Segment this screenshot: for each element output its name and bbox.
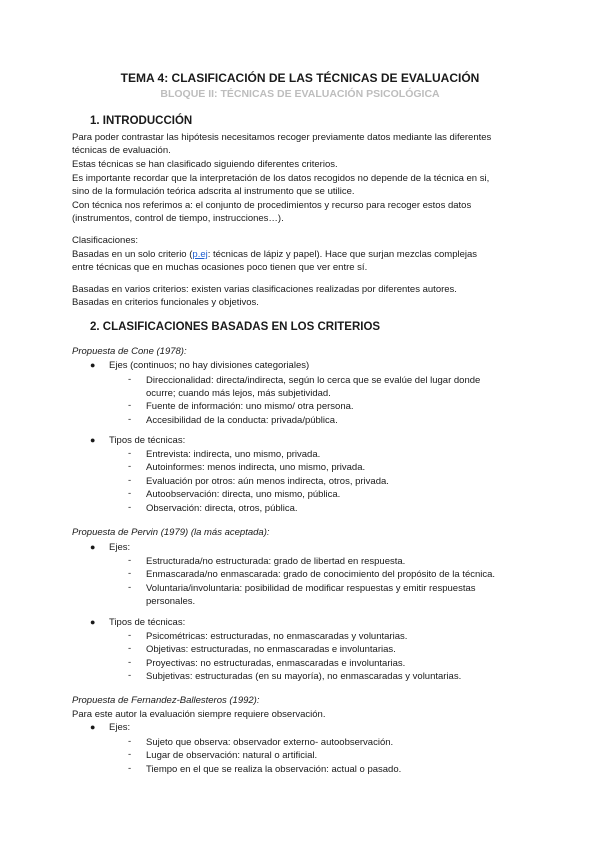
paragraph-line: Basadas en varios criterios: existen varias clasificaciones realizadas por diferentes autores. <box>72 284 457 295</box>
sub-list-item: Sujeto que observa: observador externo- autoobservación. <box>146 737 394 748</box>
sub-list-item: Entrevista: indirecta, uno mismo, privada. <box>146 449 321 460</box>
bullet-icon: ● <box>90 722 96 732</box>
sub-list-item: Enmascarada/no enmascarada: grado de conocimiento del propósito de la técnica. <box>146 569 496 580</box>
paragraph-line: Estas técnicas se han clasificado siguiendo diferentes criterios. <box>72 159 338 170</box>
sub-list-item: Objetivas: estructuradas, no enmascaradas e involuntarias. <box>146 644 396 655</box>
sub-list-item: Fuente de información: uno mismo/ otra persona. <box>146 401 354 412</box>
proposal-title-cone: Propuesta de Cone (1978): <box>72 346 187 357</box>
dash-icon: - <box>128 448 132 459</box>
paragraph-line: Basadas en criterios funcionales y objetivos. <box>72 297 259 308</box>
sub-list-item: Evaluación por otros: aún menos indirecta, otros, privada. <box>146 476 389 487</box>
text-run: : técnicas de lápiz y papel). Hace que surjan mezclas complejas <box>207 249 478 260</box>
text-run: Basadas en un solo criterio ( <box>72 249 193 260</box>
list-item: Tipos de técnicas: <box>109 617 186 628</box>
dash-icon: - <box>128 374 132 385</box>
list-item: Tipos de técnicas: <box>109 435 186 446</box>
dash-icon: - <box>128 400 132 411</box>
list-item: Ejes (continuos; no hay divisiones categoriales) <box>109 360 310 371</box>
list-item: Ejes: <box>109 542 131 553</box>
dash-icon: - <box>128 763 132 774</box>
sub-list-item: Accesibilidad de la conducta: privada/pública. <box>146 415 338 426</box>
paragraph-line: Para este autor la evaluación siempre requiere observación. <box>72 709 326 720</box>
dash-icon: - <box>128 749 132 760</box>
document-title: TEMA 4: CLASIFICACIÓN DE LAS TÉCNICAS DE EVALUACIÓN <box>120 71 480 85</box>
proposal-title-pervin: Propuesta de Pervin (1979) (la más aceptada): <box>72 527 270 538</box>
sub-list-item: Tiempo en el que se realiza la observación: actual o pasado. <box>146 764 402 775</box>
bullet-icon: ● <box>90 435 96 445</box>
dash-icon: - <box>128 630 132 641</box>
dash-icon: - <box>128 461 132 472</box>
dash-icon: - <box>128 643 132 654</box>
sub-list-item: Observación: directa, otros, pública. <box>146 503 298 514</box>
section-1-heading: 1. INTRODUCCIÓN <box>90 115 193 127</box>
sub-list-item: Subjetivas: estructuradas (en su mayoría), no enmascaradas y voluntarias. <box>146 671 462 682</box>
paragraph-line: técnicas de evaluación. <box>72 145 171 156</box>
paragraph-line: Con técnica nos referimos a: el conjunto de procedimientos y recurso para recoger estos datos <box>72 200 472 211</box>
paragraph-line: sino de la formulación teórica adscrita al instrumento que se utilice. <box>72 186 355 197</box>
dash-icon: - <box>128 657 132 668</box>
dash-icon: - <box>128 670 132 681</box>
paragraph-line: entre técnicas que en muchas ocasiones poco tienen que ver entre sí. <box>72 262 368 273</box>
sub-list-item: Lugar de observación: natural o artificial. <box>146 750 318 761</box>
paragraph-line <box>72 248 477 262</box>
dash-icon: - <box>128 568 132 579</box>
dash-icon: - <box>128 582 132 593</box>
paragraph-line: Es importante recordar que la interpretación de los datos recogidos no depende de la técnica en si, <box>72 173 490 184</box>
proposal-title-fernandez-ballesteros: Propuesta de Fernandez-Ballesteros (1992): <box>72 695 260 706</box>
dash-icon: - <box>128 414 132 425</box>
bullet-icon: ● <box>90 617 96 627</box>
dash-icon: - <box>128 502 132 513</box>
paragraph-line: Para poder contrastar las hipótesis necesitamos recoger previamente datos mediante las diferentes <box>72 132 492 143</box>
sub-list-item: Direccionalidad: directa/indirecta, según lo cerca que se evalúe del lugar donde <box>146 375 481 386</box>
paragraph-line: (instrumentos, control de tiempo, instrucciones…). <box>72 213 284 224</box>
bullet-icon: ● <box>90 542 96 552</box>
sub-list-item: ocurre; cuando más lejos, más subjetividad. <box>146 388 331 399</box>
sub-list-item: Proyectivas: no estructuradas, enmascaradas e involuntarias. <box>146 658 406 669</box>
sub-list-item: Autoobservación: directa, uno mismo, pública. <box>146 489 341 500</box>
list-item: Ejes: <box>109 722 131 733</box>
sub-list-item: Psicométricas: estructuradas, no enmascaradas y voluntarias. <box>146 631 408 642</box>
sub-list-item: personales. <box>146 596 196 607</box>
bullet-icon: ● <box>90 360 96 370</box>
document-subtitle: BLOQUE II: TÉCNICAS DE EVALUACIÓN PSICOLÓGICA <box>160 88 440 100</box>
dash-icon: - <box>128 736 132 747</box>
sub-list-item: Autoinformes: menos indirecta, uno mismo, privada. <box>146 462 366 473</box>
section-2-heading: 2. CLASIFICACIONES BASADAS EN LOS CRITERIOS <box>90 321 381 333</box>
dash-icon: - <box>128 555 132 566</box>
sub-list-item: Estructurada/no estructurada: grado de libertad en respuesta. <box>146 556 406 567</box>
example-link[interactable]: p.ej <box>192 249 208 260</box>
dash-icon: - <box>128 488 132 499</box>
classifications-label: Clasificaciones: <box>72 235 138 246</box>
dash-icon: - <box>128 475 132 486</box>
sub-list-item: Voluntaria/involuntaria: posibilidad de modificar respuestas y emitir respuestas <box>146 583 476 594</box>
